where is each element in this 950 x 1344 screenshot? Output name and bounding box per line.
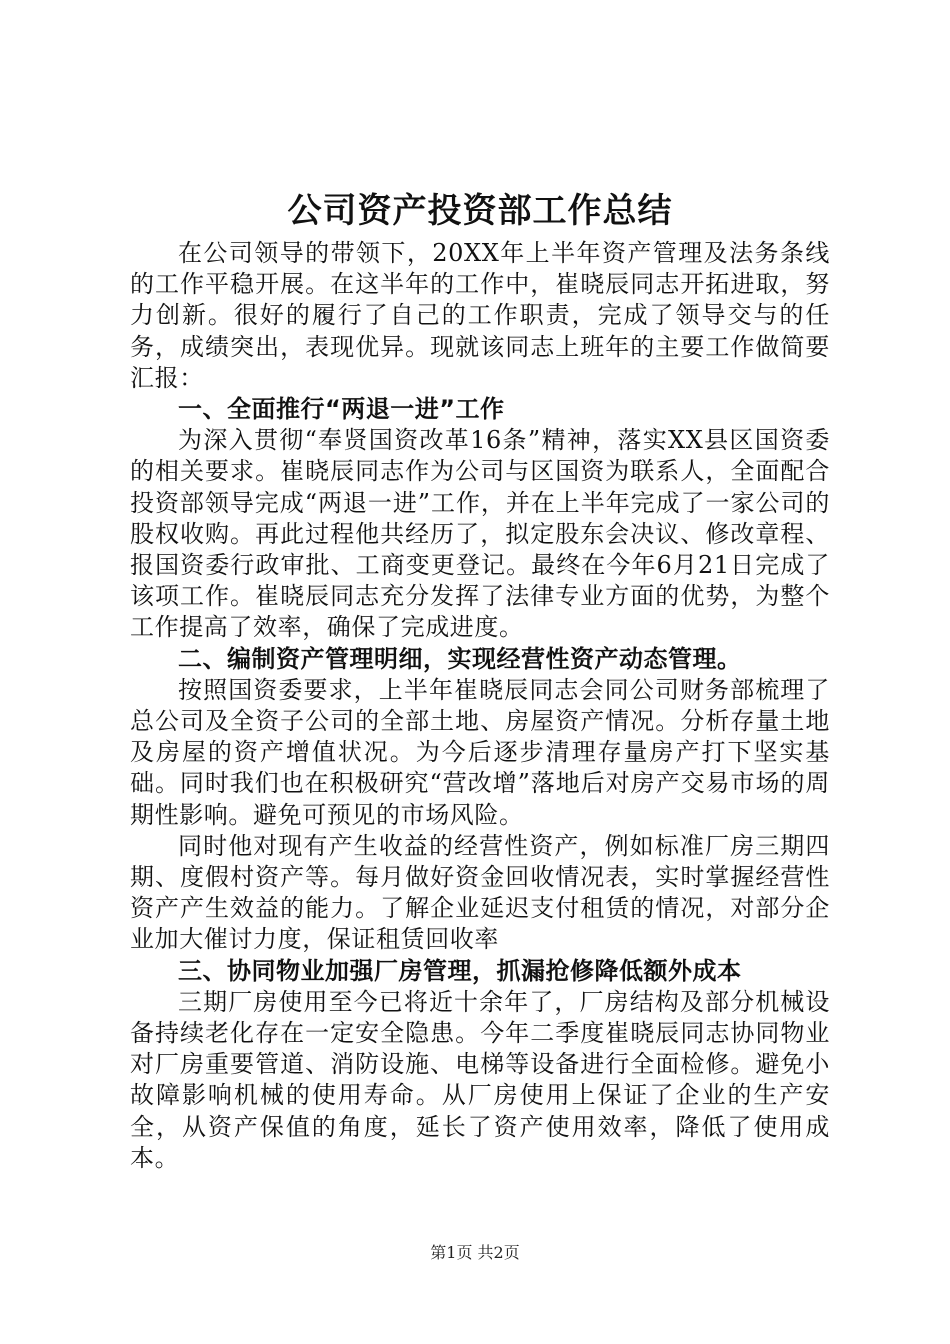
section-2-paragraph-2: 同时他对现有产生收益的经营性资产，例如标准厂房三期四期、度假村资产等。每月做好资金回收情况表，实时掌握经营性资产产生效益的能力。了解企业延迟支付租赁的情况，对部分企业加大催讨力度，保证租赁回收率 bbox=[130, 831, 830, 954]
intro-paragraph: 在公司领导的带领下，20XX年上半年资产管理及法务条线的工作平稳开展。在这半年的工作中，崔晓辰同志开拓进取，努力创新。很好的履行了自己的工作职责，完成了领导交与的任务，成绩突出，表现优异。现就该同志上班年的主要工作做简要汇报： bbox=[130, 239, 830, 392]
document-body bbox=[130, 188, 830, 1174]
section-heading-1: 一、全面推行“两退一进”工作 bbox=[178, 395, 505, 424]
section-heading-3: 三、协同物业加强厂房管理，抓漏抢修降低额外成本 bbox=[178, 956, 742, 985]
section-1-paragraph: 为深入贯彻“奉贤国资改革16条”精神，落实XX县区国资委的相关要求。崔晓辰同志作为公司与区国资为联系人，全面配合投资部领导完成“两退一进”工作，并在上半年完成了一家公司的股权收购。再此过程他共经历了，拟定股东会决议、修改章程、报国资委行政审批、工商变更登记。最终在今年6月21日完成了该项工作。崔晓辰同志充分发挥了法律专业方面的优势，为整个工作提高了效率，确保了完成进度。 bbox=[130, 426, 830, 642]
section-heading-2: 二、编制资产管理明细，实现经营性资产动态管理。 bbox=[178, 644, 742, 673]
section-3-paragraph: 三期厂房使用至今已将近十余年了，厂房结构及部分机械设备持续老化存在一定安全隐患。今年二季度崔晓辰同志协同物业对厂房重要管道、消防设施、电梯等设备进行全面检修。避免小故障影响机械的使用寿命。从厂房使用上保证了企业的生产安全，从资产保值的角度，延长了资产使用效率，降低了使用成本。 bbox=[130, 987, 830, 1172]
document-title: 公司资产投资部工作总结 bbox=[287, 191, 673, 231]
page-footer: 第1页 共2页 bbox=[430, 1243, 520, 1262]
section-2-paragraph-1: 按照国资委要求，上半年崔晓辰同志会同公司财务部梳理了总公司及全资子公司的全部土地、房屋资产情况。分析存量土地及房屋的资产增值状况。为今后逐步清理存量房产打下坚实基础。同时我们也在积极研究“营改增”落地后对房产交易市场的周期性影响。避免可预见的市场风险。 bbox=[130, 675, 830, 829]
